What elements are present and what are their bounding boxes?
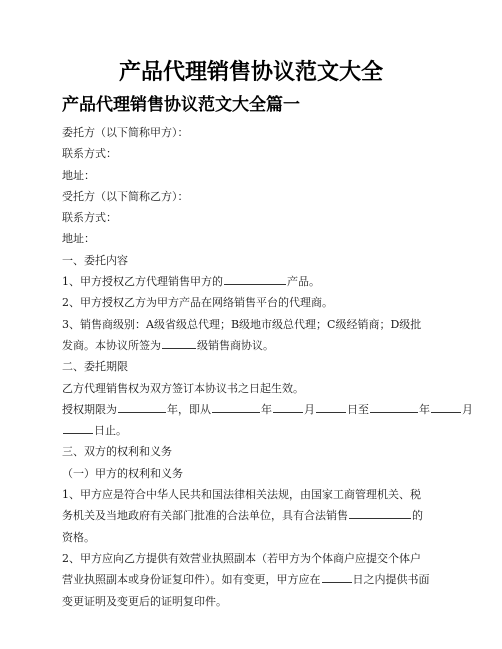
clause-text: 联系方式： [62, 211, 117, 225]
clause-text: 2、甲方授权乙方为甲方产品在网络销售平台的代理商。 [62, 296, 333, 310]
fill-blank [224, 272, 286, 285]
clause-text: 年 [419, 402, 430, 416]
text-line [62, 122, 452, 143]
clause-text: 发商。本协议所签为 [62, 338, 161, 352]
clause-text: 委托方（以下简称甲方）： [62, 126, 189, 139]
text-line [62, 292, 452, 313]
agreement-body [62, 122, 473, 612]
clause-text: 的 [412, 509, 423, 523]
fill-blank [431, 400, 461, 413]
fill-blank [162, 336, 196, 349]
clause-text: 2、甲方应向乙方提供有效营业执照副本（若甲方为个体商户应提交个体户 [62, 551, 421, 565]
text-line [62, 569, 452, 590]
clause-text: 月 [462, 402, 473, 416]
document-title: 产品代理销售协议范文大全 [118, 59, 383, 85]
heading-line [62, 356, 452, 377]
fill-blank [212, 400, 260, 413]
text-line [62, 378, 452, 399]
text-line [62, 399, 473, 420]
text-line [62, 591, 452, 612]
fill-blank [316, 400, 346, 413]
text-line [62, 271, 452, 292]
clause-text: 地址： [62, 168, 95, 182]
clause-text: 日至 [347, 402, 369, 416]
text-line [62, 228, 452, 249]
clause-text: 资格。 [62, 530, 95, 544]
text-line [62, 335, 452, 356]
fill-blank [370, 400, 418, 413]
clause-heading: 三、双方的权利和义务 [62, 445, 172, 459]
heading-line [62, 463, 452, 484]
clause-text: 务机关及当地政府有关部门批准的合法单位，具有合法销售 [62, 509, 348, 523]
text-line [62, 505, 452, 526]
clause-text: 乙方代理销售权为双方签订本协议书之日起生效。 [62, 381, 304, 395]
clause-text: 1、甲方授权乙方代理销售甲方的 [62, 275, 223, 289]
clause-heading: 一、委托内容 [62, 253, 128, 267]
clause-text: 产品。 [287, 275, 320, 289]
heading-line [62, 441, 452, 462]
clause-text: 联系方式： [62, 147, 117, 161]
clause-text: 日止。 [94, 424, 127, 438]
section-title: 产品代理销售协议范文大全篇一 [62, 95, 300, 115]
fill-blank [322, 570, 352, 583]
text-line [62, 548, 452, 569]
clause-text: 受托方（以下简称乙方）： [62, 189, 189, 203]
clause-text: 月 [304, 402, 315, 416]
fill-blank [118, 400, 166, 413]
clause-text: 3、销售商级别：A级省级总代理；B级地市级总代理；C级经销商；D级批 [62, 317, 422, 331]
clause-text: 年，即从 [167, 402, 211, 416]
text-line [62, 143, 452, 164]
clause-text: 1、甲方应是符合中华人民共和国法律相关法规，由国家工商管理机关、税 [62, 488, 421, 502]
fill-blank [349, 506, 411, 519]
text-line [62, 420, 452, 441]
clause-text: 日之内提供书面 [352, 573, 430, 587]
text-line [62, 186, 452, 207]
text-line [62, 484, 452, 505]
clause-text: 年 [261, 402, 272, 416]
fill-blank [63, 421, 93, 434]
clause-text: 地址： [62, 232, 95, 246]
clause-heading: 二、委托期限 [62, 360, 128, 374]
heading-line [62, 250, 452, 271]
fill-blank [273, 400, 303, 413]
text-line [62, 314, 452, 335]
clause-text: 授权期限为 [62, 402, 117, 416]
text-line [62, 207, 452, 228]
clause-text: 营业执照副本或身份证复印件）。如有变更，甲方应在 [62, 573, 321, 587]
clause-text: 变更证明及变更后的证明复印件。 [62, 594, 227, 608]
clause-text: 级销售商协议。 [197, 338, 274, 352]
text-line [62, 165, 452, 186]
text-line [62, 527, 452, 548]
clause-subheading: （一）甲方的权利和义务 [62, 466, 183, 480]
